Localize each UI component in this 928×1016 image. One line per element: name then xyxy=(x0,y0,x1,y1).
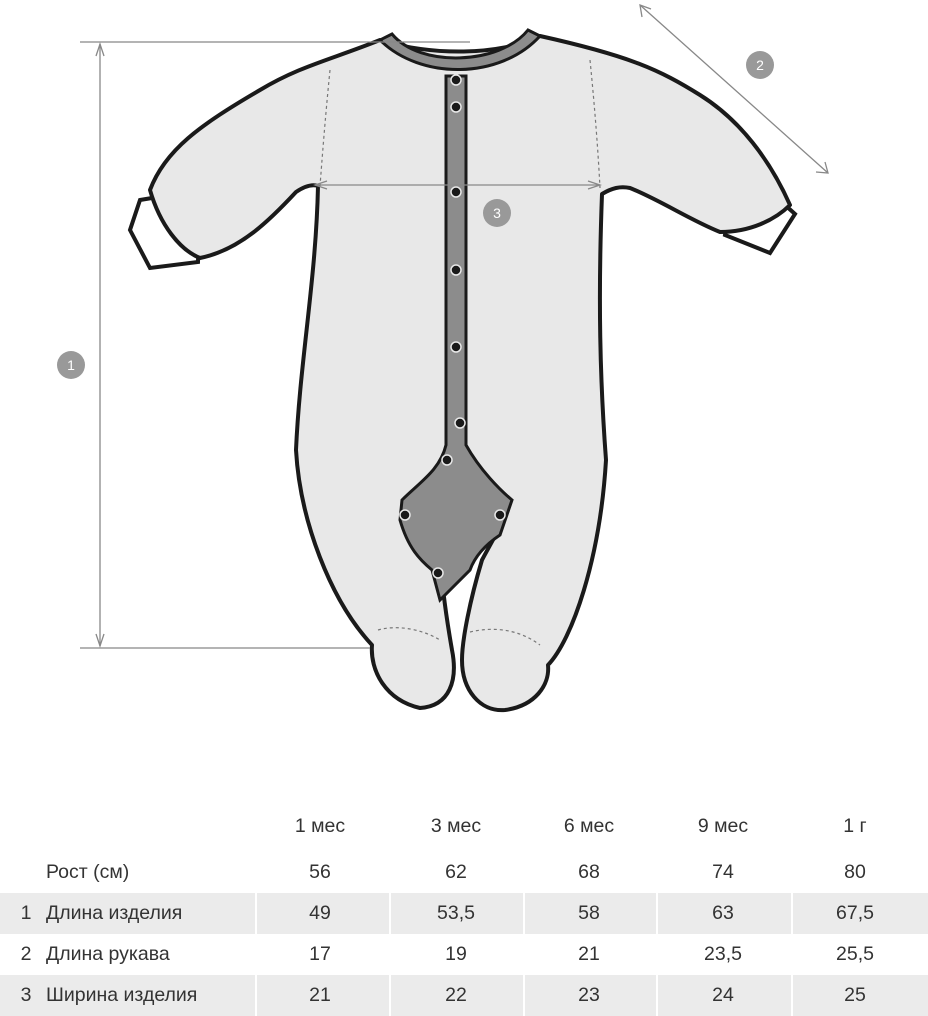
table-cell: 58 xyxy=(578,902,600,924)
table-row xyxy=(0,934,928,975)
svg-text:3: 3 xyxy=(493,205,501,221)
table-row xyxy=(0,975,928,1016)
table-cell: 21 xyxy=(578,943,600,965)
column-divider xyxy=(791,975,793,1016)
column-header: 1 г xyxy=(843,814,867,837)
table-cell: 80 xyxy=(844,861,866,883)
marker-1 xyxy=(57,351,85,379)
column-divider xyxy=(523,893,525,934)
table-cell: 63 xyxy=(712,902,734,924)
table-cell: 53,5 xyxy=(437,902,475,924)
table-row xyxy=(0,893,928,934)
table-cell: 21 xyxy=(309,984,331,1006)
table-cell: 23,5 xyxy=(704,943,742,965)
column-divider xyxy=(791,893,793,934)
row-label: Ширина изделия xyxy=(46,984,198,1006)
row-number xyxy=(16,852,36,893)
row-number: 3 xyxy=(20,984,32,1006)
table-cell: 56 xyxy=(309,861,331,883)
table-cell: 25 xyxy=(844,984,866,1006)
table-cell: 17 xyxy=(309,943,331,965)
column-header: 6 мес xyxy=(563,814,615,837)
column-header: 9 мес xyxy=(697,814,749,837)
row-label: Длина рукава xyxy=(46,943,170,965)
table-cell: 24 xyxy=(712,984,734,1006)
table-cell: 23 xyxy=(578,984,600,1006)
column-divider xyxy=(523,975,525,1016)
row-number: 1 xyxy=(20,902,32,924)
column-divider xyxy=(389,975,391,1016)
row-label: Рост (см) xyxy=(46,861,130,883)
svg-text:1: 1 xyxy=(67,357,75,373)
svg-text:2: 2 xyxy=(756,57,764,73)
table-cell: 25,5 xyxy=(836,943,874,965)
table-cell: 68 xyxy=(578,861,600,883)
column-divider xyxy=(255,975,257,1016)
table-header-row xyxy=(0,800,928,852)
table-cell: 67,5 xyxy=(836,902,874,924)
table-cell: 49 xyxy=(309,902,331,924)
table-cell: 74 xyxy=(712,861,734,883)
column-divider xyxy=(389,893,391,934)
table-cell: 22 xyxy=(445,984,467,1006)
size-table xyxy=(0,800,928,1016)
marker-2 xyxy=(746,51,774,79)
table-cell: 62 xyxy=(445,861,467,883)
table-row xyxy=(0,852,928,893)
column-divider xyxy=(656,893,658,934)
row-label: Длина изделия xyxy=(46,902,183,924)
row-number: 2 xyxy=(20,943,32,965)
table-cell: 19 xyxy=(445,943,467,965)
column-divider xyxy=(255,893,257,934)
column-divider xyxy=(656,975,658,1016)
marker-3 xyxy=(483,199,511,227)
column-header: 1 мес xyxy=(294,814,346,837)
column-header: 3 мес xyxy=(430,814,482,837)
